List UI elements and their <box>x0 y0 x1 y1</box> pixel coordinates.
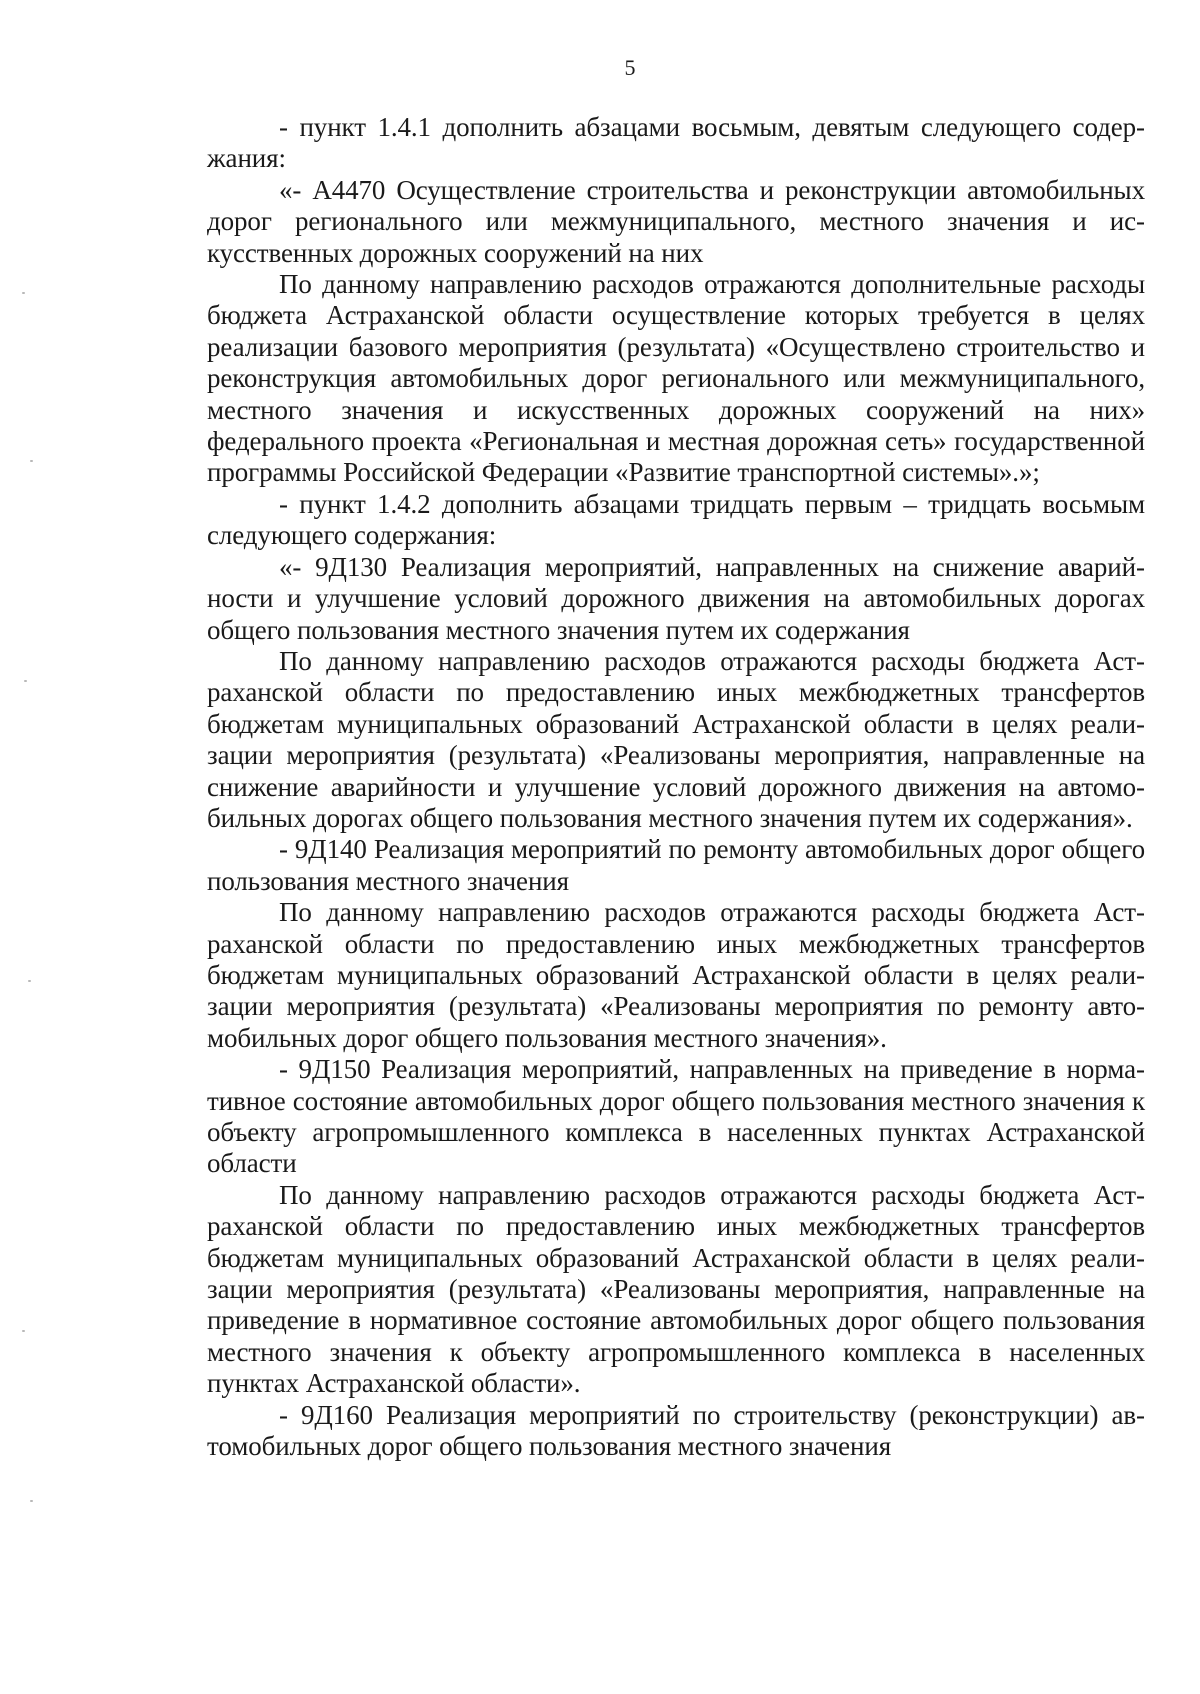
paragraph-9d130-title: «- 9Д130 Реализация мероприятий, направленных на снижение аварийности и улучшение условий дорожного движения на автомобильных дорогах общего пользования местного значения путем их содержания <box>207 551 1145 645</box>
scan-artifact <box>22 292 25 294</box>
scan-artifact <box>30 460 33 462</box>
paragraph-9d140-description: По данному направлению расходов отражаются расходы бюджета Астраханской области по предоставлению иных межбюджетных трансфертов бюджетам муниципальных образований Астраханской области в целях реализации мероприятия (результата) «Реализованы мероприятия по ремонту автомобильных дорог общего пользования местного значения». <box>207 897 1145 1053</box>
scan-artifact <box>22 1330 25 1332</box>
paragraph-a4470-title: «- А4470 Осуществление строительства и реконструкции автомобильных дорог регионального или межмуниципального, местного значения и искусственных дорожных сооружений на них <box>207 174 1145 268</box>
scan-artifact <box>24 680 27 682</box>
page-number: 5 <box>624 55 636 80</box>
scan-artifact <box>28 980 31 982</box>
paragraph-a4470-description: По данному направлению расходов отражаются дополнительные расходы бюджета Астраханской области осуществление которых требуется в целях реализации базового мероприятия (результата) «Осуществлено строительство и реконструкция автомобильных дорог регионального или межмуниципального, местного значения и искусственных дорожных сооружений на них» федерального проекта «Региональная и местная дорожная сеть» государственной программы Российской Федерации «Развитие транспортной системы».»; <box>207 269 1145 488</box>
document-body <box>207 112 1145 1462</box>
paragraph-9d160-title: - 9Д160 Реализация мероприятий по строительству (реконструкции) автомобильных дорог общего пользования местного значения <box>207 1399 1145 1462</box>
paragraph-amend-1-4-1: - пункт 1.4.1 дополнить абзацами восьмым, девятым следующего содержания: <box>207 112 1145 174</box>
paragraph-9d150-description: По данному направлению расходов отражаются расходы бюджета Астраханской области по предоставлению иных межбюджетных трансфертов бюджетам муниципальных образований Астраханской области в целях реализации мероприятия (результата) «Реализованы мероприятия, направленные на приведение в нормативное состояние автомобильных дорог общего пользования местного значения к объекту агропромышленного комплекса в населенных пунктах Астраханской области». <box>207 1179 1145 1399</box>
paragraph-9d140-title: - 9Д140 Реализация мероприятий по ремонту автомобильных дорог общего пользования местного значения <box>207 834 1145 896</box>
scan-artifact <box>30 1500 33 1502</box>
paragraph-amend-1-4-2: - пункт 1.4.2 дополнить абзацами тридцать первым – тридцать восьмым следующего содержания: <box>207 488 1145 551</box>
paragraph-9d150-title: - 9Д150 Реализация мероприятий, направленных на приведение в нормативное состояние автомобильных дорог общего пользования местного значения к объекту агропромышленного комплекса в населенных пунктах Астраханской области <box>207 1054 1145 1179</box>
paragraph-9d130-description: По данному направлению расходов отражаются расходы бюджета Астраханской области по предоставлению иных межбюджетных трансфертов бюджетам муниципальных образований Астраханской области в целях реализации мероприятия (результата) «Реализованы мероприятия, направленные на снижение аварийности и улучшение условий дорожного движения на автомобильных дорогах общего пользования местного значения путем их содержания». <box>207 645 1145 833</box>
